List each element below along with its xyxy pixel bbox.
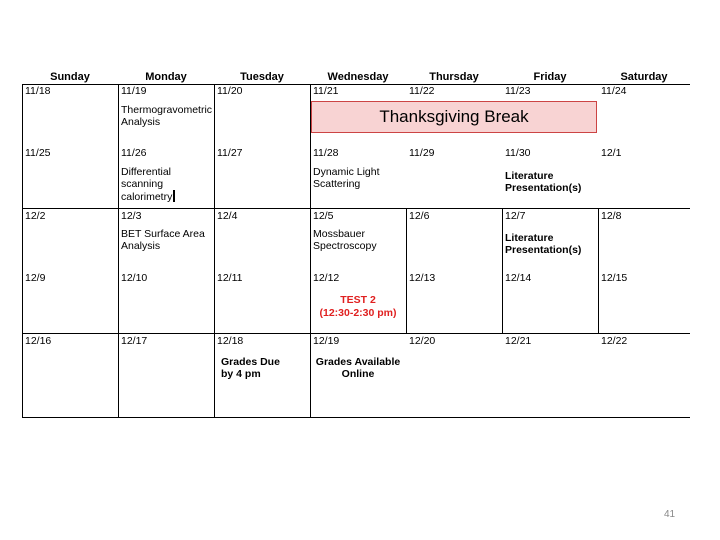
event-literature-presentation: Literature Presentation(s) [505, 232, 582, 256]
date-cell: 11/26 [121, 147, 147, 159]
date-cell: 12/11 [217, 272, 243, 284]
date-cell: 11/27 [217, 147, 243, 159]
date-cell: 12/9 [25, 272, 46, 284]
text-cursor [173, 190, 175, 202]
date-cell: 12/8 [601, 210, 622, 222]
date-cell: 11/30 [505, 147, 531, 159]
date-cell: 11/20 [217, 85, 243, 97]
date-cell: 12/21 [505, 335, 532, 347]
date-cell: 12/5 [313, 210, 334, 222]
date-cell: 12/7 [505, 210, 526, 222]
date-cell: 11/24 [601, 85, 627, 97]
event-test-2-title: TEST 2 [340, 294, 376, 306]
grid-line [22, 208, 690, 209]
day-wednesday: Wednesday [327, 71, 389, 83]
day-tuesday: Tuesday [240, 71, 284, 83]
event-thanksgiving-break: Thanksgiving Break [311, 101, 597, 133]
day-saturday: Saturday [620, 71, 668, 83]
event-thermogravimetric: Thermogravometric Analysis [121, 104, 213, 128]
grid-line [310, 84, 311, 418]
date-cell: 12/14 [505, 272, 532, 284]
grid-line [214, 84, 215, 418]
grid-line [22, 417, 690, 418]
day-friday: Friday [533, 71, 567, 83]
grid-line [22, 84, 23, 418]
date-cell: 12/1 [601, 147, 622, 159]
event-dynamic-light-scattering: Dynamic Light Scattering [313, 166, 380, 190]
day-monday: Monday [145, 71, 187, 83]
event-test-2-time: (12:30-2:30 pm) [319, 307, 397, 319]
date-cell: 12/18 [217, 335, 244, 347]
grid-line [598, 208, 599, 333]
date-cell: 12/4 [217, 210, 238, 222]
date-cell: 11/21 [313, 85, 339, 97]
date-cell: 11/29 [409, 147, 435, 159]
day-thursday: Thursday [429, 71, 479, 83]
event-differential-scanning: Differential scanning calorimetry [121, 167, 189, 204]
date-cell: 12/3 [121, 210, 142, 222]
date-cell: 11/18 [25, 85, 51, 97]
date-cell: 11/19 [121, 85, 147, 97]
event-bet-surface-area: BET Surface Area Analysis [121, 228, 205, 252]
date-cell: 12/17 [121, 335, 148, 347]
event-grades-available-online: Grades Available Online [315, 356, 401, 380]
date-cell: 12/15 [601, 272, 628, 284]
date-cell: 12/20 [409, 335, 436, 347]
event-literature-presentation: Literature Presentation(s) [505, 170, 582, 194]
date-cell: 12/6 [409, 210, 430, 222]
calendar-grid [22, 84, 690, 418]
date-cell: 12/2 [25, 210, 46, 222]
grid-line [502, 208, 503, 333]
date-cell: 11/25 [25, 147, 51, 159]
weekday-header [22, 71, 690, 84]
date-cell: 12/10 [121, 272, 148, 284]
grid-line [118, 84, 119, 418]
date-cell: 11/23 [505, 85, 531, 97]
date-cell: 12/13 [409, 272, 436, 284]
day-sunday: Sunday [50, 71, 90, 83]
grid-line [22, 333, 690, 334]
date-cell: 12/16 [25, 335, 52, 347]
date-cell: 12/12 [313, 272, 340, 284]
date-cell: 12/22 [601, 335, 628, 347]
page-number: 41 [664, 509, 676, 520]
date-cell: 11/22 [409, 85, 435, 97]
event-mossbauer-spectroscopy: Mossbauer Spectroscopy [313, 228, 377, 252]
event-grades-due: Grades Due by 4 pm [221, 356, 280, 380]
date-cell: 11/28 [313, 147, 339, 159]
grid-line [406, 208, 407, 333]
date-cell: 12/19 [313, 335, 340, 347]
